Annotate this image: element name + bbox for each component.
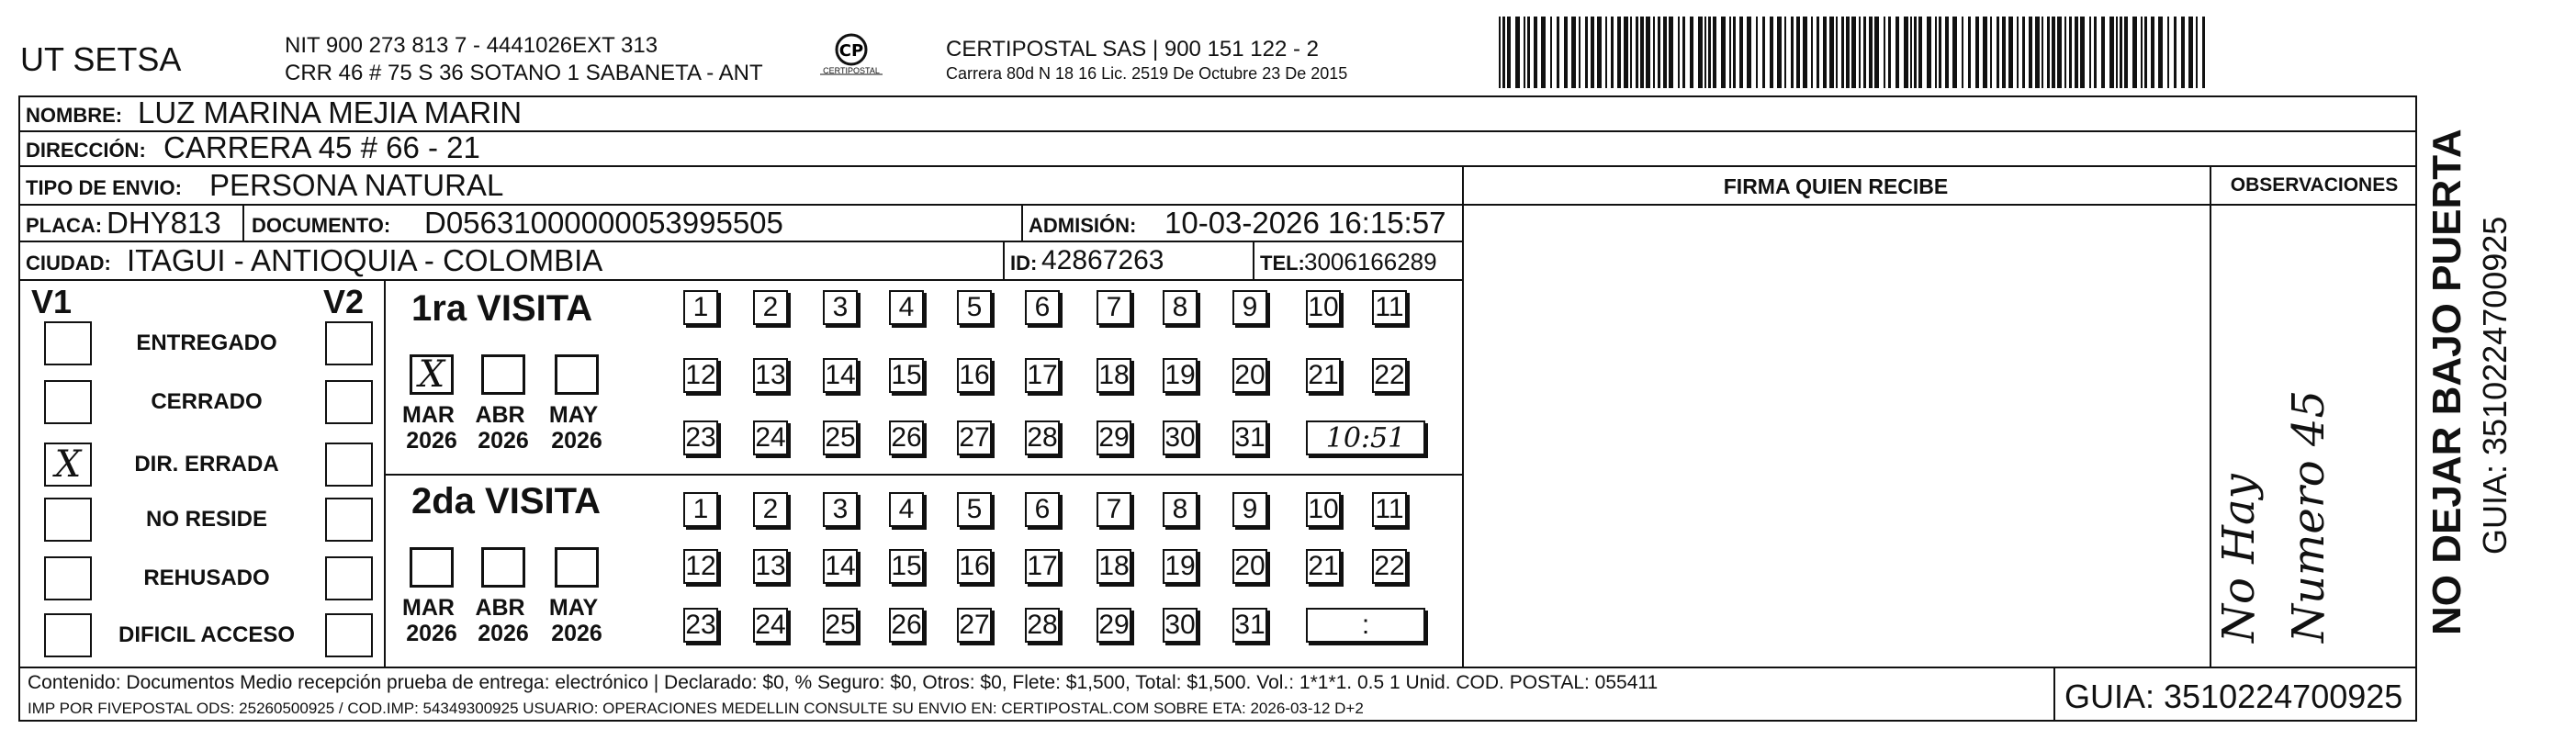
tel-value: 3006166289 [1304,248,1437,275]
second-visit-day[interactable]: 10 [1306,492,1341,527]
second-visit-day[interactable]: 13 [753,549,788,584]
second-visit-day[interactable]: 31 [1232,608,1267,643]
tel-label: TEL: [1260,252,1305,275]
first-visit-day[interactable]: 4 [889,290,924,325]
second-visit-month-label: ABR [475,595,532,621]
status-label: CERRADO [151,389,263,414]
v2-checkbox[interactable] [325,321,373,365]
observation-handwriting-2: Numero 45 [2283,389,2334,643]
status-label: DIR. ERRADA [134,452,279,476]
second-visit-day[interactable]: 25 [823,608,858,643]
status-label: DIFICIL ACCESO [118,622,295,647]
first-visit-year-label: 2026 [551,428,602,454]
v1-label: V1 [31,283,73,320]
first-visit-day[interactable]: 3 [823,290,858,325]
second-visit-day[interactable]: 5 [957,492,992,527]
observaciones-header: OBSERVACIONES [2230,174,2399,196]
first-visit-day[interactable]: 6 [1025,290,1060,325]
second-visit-time[interactable]: : [1306,608,1425,643]
v2-checkbox[interactable] [325,443,373,487]
first-visit-day[interactable]: 5 [957,290,992,325]
footer-impresion: IMP POR FIVEPOSTAL ODS: 25260500925 / COD.IMP: 54349300925 USUARIO: OPERACIONES MEDELLIN CONSULTE SU ENVIO EN: CERTIPOSTAL.COM SOBRE ETA: 2026-03-12 D+2 [28,700,1364,717]
second-visit-day[interactable]: 16 [957,549,992,584]
second-visit-year-label: 2026 [551,621,602,646]
footer-contenido: Contenido: Documentos Medio recepción prueba de entrega: electrónico | Declarado: $0, % Seguro: $0, Otros: $0, Flete: $1,500, Total: $1,500. Vol.: 1*1*1. 0.5 1 Unid. COD. POSTAL: 055411 [28,672,1659,693]
first-visit-day[interactable]: 23 [683,420,718,455]
documento-label: DOCUMENTO: [252,214,391,237]
v1-checkbox[interactable]: X [44,443,92,487]
first-visit-day[interactable]: 18 [1097,358,1131,393]
admision-value: 10-03-2026 16:15:57 [1164,206,1446,240]
v2-checkbox[interactable] [325,498,373,542]
barcode [1499,17,2208,88]
first-visit-day[interactable]: 10 [1306,290,1341,325]
first-visit-month-box[interactable] [481,354,525,395]
first-visit-day[interactable]: 31 [1232,420,1267,455]
second-visit-year-label: 2026 [406,621,457,646]
first-visit-month-label: MAY [548,402,605,428]
second-visit-title: 2da VISITA [411,481,601,521]
first-visit-day[interactable]: 17 [1025,358,1060,393]
side-warning: NO DEJAR BAJO PUERTA [2424,129,2469,635]
second-visit-day[interactable]: 18 [1097,549,1131,584]
first-visit-day[interactable]: 2 [753,290,788,325]
second-visit-day[interactable]: 26 [889,608,924,643]
company-name: UT SETSA [20,40,182,78]
first-visit-day[interactable]: 7 [1097,290,1131,325]
v1-checkbox[interactable] [44,321,92,365]
admision-label: ADMISIÓN: [1029,214,1137,237]
second-visit-month-box[interactable] [481,547,525,588]
first-visit-day[interactable]: 25 [823,420,858,455]
first-visit-day[interactable]: 12 [683,358,718,393]
first-visit-day[interactable]: 9 [1232,290,1267,325]
first-visit-day[interactable]: 30 [1163,420,1198,455]
second-visit-day[interactable]: 20 [1232,549,1267,584]
logo-wordmark: CERTIPOSTAL [823,66,880,75]
status-label: REHUSADO [143,566,270,590]
nombre-label: NOMBRE: [26,104,123,127]
second-visit-month-label: MAY [548,595,605,621]
second-visit-day[interactable]: 17 [1025,549,1060,584]
certipostal-logo-icon [816,31,887,84]
v1-checkbox[interactable] [44,613,92,657]
second-visit-day[interactable]: 15 [889,549,924,584]
first-visit-day[interactable]: 8 [1163,290,1198,325]
second-visit-month-label: MAR [402,595,461,621]
tipo-envio-label: TIPO DE ENVIO: [26,176,182,199]
first-visit-day[interactable]: 13 [753,358,788,393]
second-visit-day[interactable]: 23 [683,608,718,643]
documento-value: D05631000000053995505 [424,206,783,240]
second-visit-day[interactable]: 8 [1163,492,1198,527]
first-visit-month-label: MAR [402,402,461,428]
ciudad-label: CIUDAD: [26,252,111,275]
second-visit-day[interactable]: 27 [957,608,992,643]
second-visit-day[interactable]: 2 [753,492,788,527]
first-visit-year-label: 2026 [406,428,457,454]
id-label: ID: [1010,252,1038,275]
v1-checkbox[interactable] [44,380,92,424]
first-visit-day[interactable]: 24 [753,420,788,455]
second-visit-day[interactable]: 1 [683,492,718,527]
second-visit-day[interactable]: 28 [1025,608,1060,643]
nombre-value: LUZ MARINA MEJIA MARIN [138,95,523,129]
first-visit-day[interactable]: 14 [823,358,858,393]
second-visit-month-box[interactable] [555,547,599,588]
first-visit-day[interactable]: 26 [889,420,924,455]
second-visit-day[interactable]: 4 [889,492,924,527]
first-visit-day[interactable]: 27 [957,420,992,455]
second-visit-day[interactable]: 24 [753,608,788,643]
certipostal-address: Carrera 80d N 18 16 Lic. 2519 De Octubre 23 De 2015 [946,64,1348,83]
second-visit-day[interactable]: 12 [683,549,718,584]
first-visit-day[interactable]: 22 [1372,358,1407,393]
second-visit-day[interactable]: 29 [1097,608,1131,643]
second-visit-day[interactable]: 7 [1097,492,1131,527]
first-visit-day[interactable]: 21 [1306,358,1341,393]
second-visit-day[interactable]: 21 [1306,549,1341,584]
firma-header: FIRMA QUIEN RECIBE [1723,174,1949,198]
status-label: NO RESIDE [145,507,268,532]
ciudad-value: ITAGUI - ANTIOQUIA - COLOMBIA [127,243,603,277]
second-visit-day[interactable]: 9 [1232,492,1267,527]
certipostal-line: CERTIPOSTAL SAS | 900 151 122 - 2 [946,37,1319,62]
first-visit-month-box[interactable]: X [410,354,454,395]
first-visit-title: 1ra VISITA [411,288,593,329]
v2-checkbox[interactable] [325,613,373,657]
first-visit-day[interactable]: 1 [683,290,718,325]
placa-value: DHY813 [107,206,221,240]
v2-checkbox[interactable] [325,380,373,424]
second-visit-day[interactable]: 6 [1025,492,1060,527]
status-label: ENTREGADO [136,331,277,355]
nit-line: NIT 900 273 813 7 - 4441026EXT 313 [285,33,658,58]
second-visit-year-label: 2026 [478,621,529,646]
svg-text:CP: CP [838,41,864,61]
first-visit-year-label: 2026 [478,428,529,454]
second-visit-day[interactable]: 19 [1163,549,1198,584]
first-visit-month-box[interactable] [555,354,599,395]
second-visit-day[interactable]: 3 [823,492,858,527]
first-visit-day[interactable]: 19 [1163,358,1198,393]
v2-label: V2 [323,283,365,320]
v1-checkbox[interactable] [44,556,92,600]
first-visit-day[interactable]: 20 [1232,358,1267,393]
first-visit-day[interactable]: 15 [889,358,924,393]
second-visit-day[interactable]: 30 [1163,608,1198,643]
first-visit-day[interactable]: 28 [1025,420,1060,455]
first-visit-month-label: ABR [475,402,532,428]
direccion-label: DIRECCIÓN: [26,139,146,162]
v1-checkbox[interactable] [44,498,92,542]
side-guia: GUIA: 3510224700925 [2476,216,2514,555]
tipo-envio-value: PERSONA NATURAL [209,168,504,202]
first-visit-day[interactable]: 11 [1372,290,1407,325]
first-visit-day[interactable]: 16 [957,358,992,393]
placa-label: PLACA: [26,214,103,237]
observation-handwriting-1: No Hay [2213,474,2265,643]
second-visit-day[interactable]: 14 [823,549,858,584]
second-visit-month-box[interactable] [410,547,454,588]
address-line: CRR 46 # 75 S 36 SOTANO 1 SABANETA - ANT [285,61,763,85]
first-visit-day[interactable]: 29 [1097,420,1131,455]
v2-checkbox[interactable] [325,556,373,600]
second-visit-day[interactable]: 11 [1372,492,1407,527]
direccion-value: CARRERA 45 # 66 - 21 [163,130,480,164]
second-visit-day[interactable]: 22 [1372,549,1407,584]
footer-guia: GUIA: 3510224700925 [2064,678,2403,715]
id-value: 42867263 [1041,245,1164,275]
first-visit-time[interactable]: 10:51 [1306,420,1425,455]
